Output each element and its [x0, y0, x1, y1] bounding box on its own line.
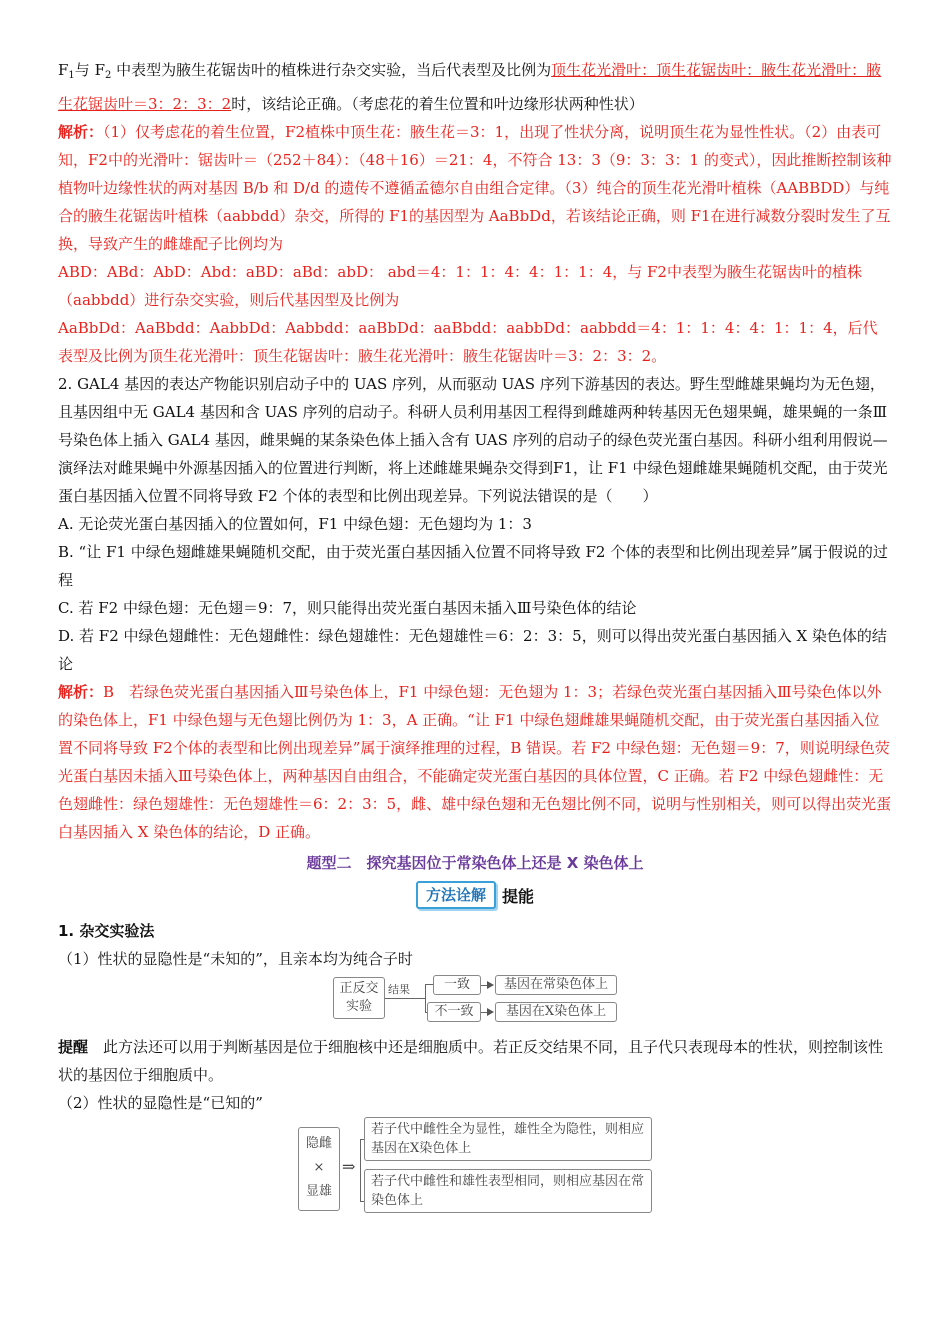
connector: [425, 984, 433, 985]
question-2-stem: 2. GAL4 基因的表达产物能识别启动子中的 UAS 序列，从而驱动 UAS 序列下游基因的表达。野生型雌雄果蝇均为无色翅，且基因组中无 GAL4 基因和含 UAS 序列的启动子。科研人员利用基因工程得到雌雄两种转基因无色翅果蝇，雄果蝇的一条Ⅲ号染色体上插入 GAL4 基因，雌果蝇的某条染色体上插入含有 UAS 序列的启动子的绿色荧光蛋白基因。科研小组利用假说—演绎法对雌果蝇中外源基因插入的位置进行判断，将上述雌雄果蝇杂交得到F1，让 F1 中绿色翅雌雄果蝇随机交配，由于荧光蛋白基因插入位置不同将导致 F2 个体的表型和比例出现差异。下列说法错误的是（ ）: [58, 375, 888, 505]
badge-improve-label: 提能: [502, 886, 535, 906]
tip-text: 此方法还可以用于判断基因是位于细胞核中还是细胞质中。若正反交结果不同，且子代只表现母本的性状，则控制该性状的基因位于细胞质中。: [58, 1038, 884, 1084]
analysis-1: [58, 118, 892, 258]
option-b: B. “让 F1 中绿色翅雌雄果蝇随机交配，由于荧光蛋白基因插入位置不同将导致 F2 个体的表型和比例出现差异”属于假说的过程: [58, 543, 888, 589]
method-heading: 1. 杂交实验法: [58, 922, 155, 940]
connector: [425, 984, 426, 1012]
option-a: A. 无论荧光蛋白基因插入的位置如何，F1 中绿色翅：无色翅均为 1：3: [58, 515, 532, 533]
connector: [360, 1139, 361, 1201]
text: F: [58, 61, 69, 79]
method-sub-2: （2）性状的显隐性是“已知的”: [58, 1094, 263, 1112]
section-title: 题型二 探究基因位于常染色体上还是 X 染色体上: [306, 854, 644, 872]
tip-paragraph: [58, 1033, 892, 1089]
result-autosome-box: 基因在常染色体上: [495, 975, 617, 995]
analysis-1-offspring: AaBbDd：AaBbdd：AabbDd：Aabbdd：aaBbDd：aaBbdd：aabbDd：aabbdd＝4：1：1：4：4：1：1：4，后代表型及比例为顶生花光滑叶：顶生花锯齿叶：腋生花光滑叶：腋生花锯齿叶＝3：2：3：2。: [58, 319, 878, 365]
subscript: 1: [68, 70, 75, 81]
text: 中表型为腋生花锯齿叶的植株进行杂交实验，当后代表型及比例为: [111, 61, 552, 79]
analysis-2: [58, 678, 892, 846]
arrow-right-icon: [487, 1008, 494, 1016]
analysis-label: 解析：: [58, 683, 104, 701]
text: 与 F: [74, 61, 105, 79]
method-sub-1: （1）性状的显隐性是“未知的”，且亲本均为纯合子时: [58, 950, 413, 968]
subscript: 2: [104, 70, 112, 81]
reciprocal-cross-diagram: [58, 973, 892, 1033]
underlined-answer: 顶生花光滑叶：顶生花锯齿叶：腋生花光滑叶：腋生花锯齿叶＝3：2：3：2: [58, 61, 882, 113]
analysis-1-gametes: ABD：ABd：AbD：Abd：aBD：aBd：abD： abd＝4：1：1：4：4：1：1：4，与 F2中表型为腋生花锯齿叶的植株（aabbdd）进行杂交实验，则后代基因型及比例为: [58, 263, 862, 309]
badge-method-label: 方法诠解: [416, 881, 496, 909]
known-dominance-diagram: [58, 1117, 892, 1221]
option-d: D. 若 F2 中绿色翅雌性：无色翅雌性：绿色翅雄性：无色翅雄性＝6：2：3：5，则可以得出荧光蛋白基因插入 X 染色体的结论: [58, 627, 887, 673]
dominant-male-label: 显雄: [305, 1184, 332, 1199]
result-autosomal-box: 若子代中雌性和雄性表型相同，则相应基因在常染色体上: [364, 1169, 652, 1213]
tip-label: 提醒: [58, 1038, 89, 1056]
paragraph-conclusion: [58, 56, 892, 118]
analysis-text: （1）仅考虑花的着生位置，F2植株中顶生花：腋生花＝3：1，出现了性状分离，说明顶生花为显性性状。: [103, 123, 805, 141]
diagram-result-label: 结果: [388, 983, 410, 996]
cross-symbol: ×: [313, 1160, 325, 1175]
diagram-box-same: 一致: [433, 975, 481, 995]
analysis-text: （2）由表可知，F2中的光滑叶：锯齿叶＝（252＋84）：（48＋16）＝21：4，不符合 13：3（9：3：3：1 的变式），因此推断控制该种植物叶边缘性状的两对基因 B/b 和 D/d 的遗传不遵循孟德尔自由组合定律。（3）纯合的顶生花光滑叶植株（AABBDD）与纯合的腋生花锯齿叶植株（aabbdd）杂交，所得的 F1的基因型为 AaBbDd，若该结论正确，则 F1在进行减数分裂时发生了互换，导致产生的雌雄配子比例均为: [58, 123, 892, 253]
method-badge: [58, 881, 892, 909]
option-c: C. 若 F2 中绿色翅：无色翅＝9：7，则只能得出荧光蛋白基因未插入Ⅲ号染色体的结论: [58, 599, 637, 617]
diagram-box-cross: 正反交实验: [333, 977, 385, 1019]
analysis-label: 解析：: [58, 123, 104, 141]
recessive-female-label: 隐雌: [305, 1136, 332, 1151]
text: 时，该结论正确。（考虑花的着生位置和叶边缘形状两种性状）: [231, 95, 644, 113]
page-content: [58, 56, 892, 1221]
implies-arrow-icon: ⇒: [342, 1157, 356, 1176]
diagram-box-different: 不一致: [427, 1002, 481, 1022]
analysis-text: B 若绿色荧光蛋白基因插入Ⅲ号染色体上，F1 中绿色翅：无色翅为 1：3；若绿色荧光蛋白基因插入Ⅲ号染色体以外的染色体上，F1 中绿色翅与无色翅比例仍为 1：3，A 正确。“让 F1 中绿色翅雌雄果蝇随机交配，由于荧光蛋白基因插入位置不同将导致 F2个体的表型和比例出现差异”属于演绎推理的过程，B 错误。若 F2 中绿色翅：无色翅＝9：7，则说明绿色荧光蛋白基因未插入Ⅲ号染色体上，两种基因自由组合，不能确定荧光蛋白基因的具体位置，C 正确。若 F2 中绿色翅雌性：无色翅雌性：绿色翅雄性：无色翅雄性＝6：2：3：5，雌、雄中绿色翅和无色翅比例不同，说明与性别相关，则可以得出荧光蛋白基因插入 X 染色体的结论，D 正确。: [58, 683, 892, 841]
result-x-linked-box: 若子代中雌性全为显性，雄性全为隐性，则相应基因在X染色体上: [364, 1117, 652, 1161]
result-x-chromosome-box: 基因在X染色体上: [495, 1002, 617, 1022]
cross-box: [298, 1127, 340, 1211]
arrow-right-icon: [487, 981, 494, 989]
connector: [385, 998, 425, 999]
